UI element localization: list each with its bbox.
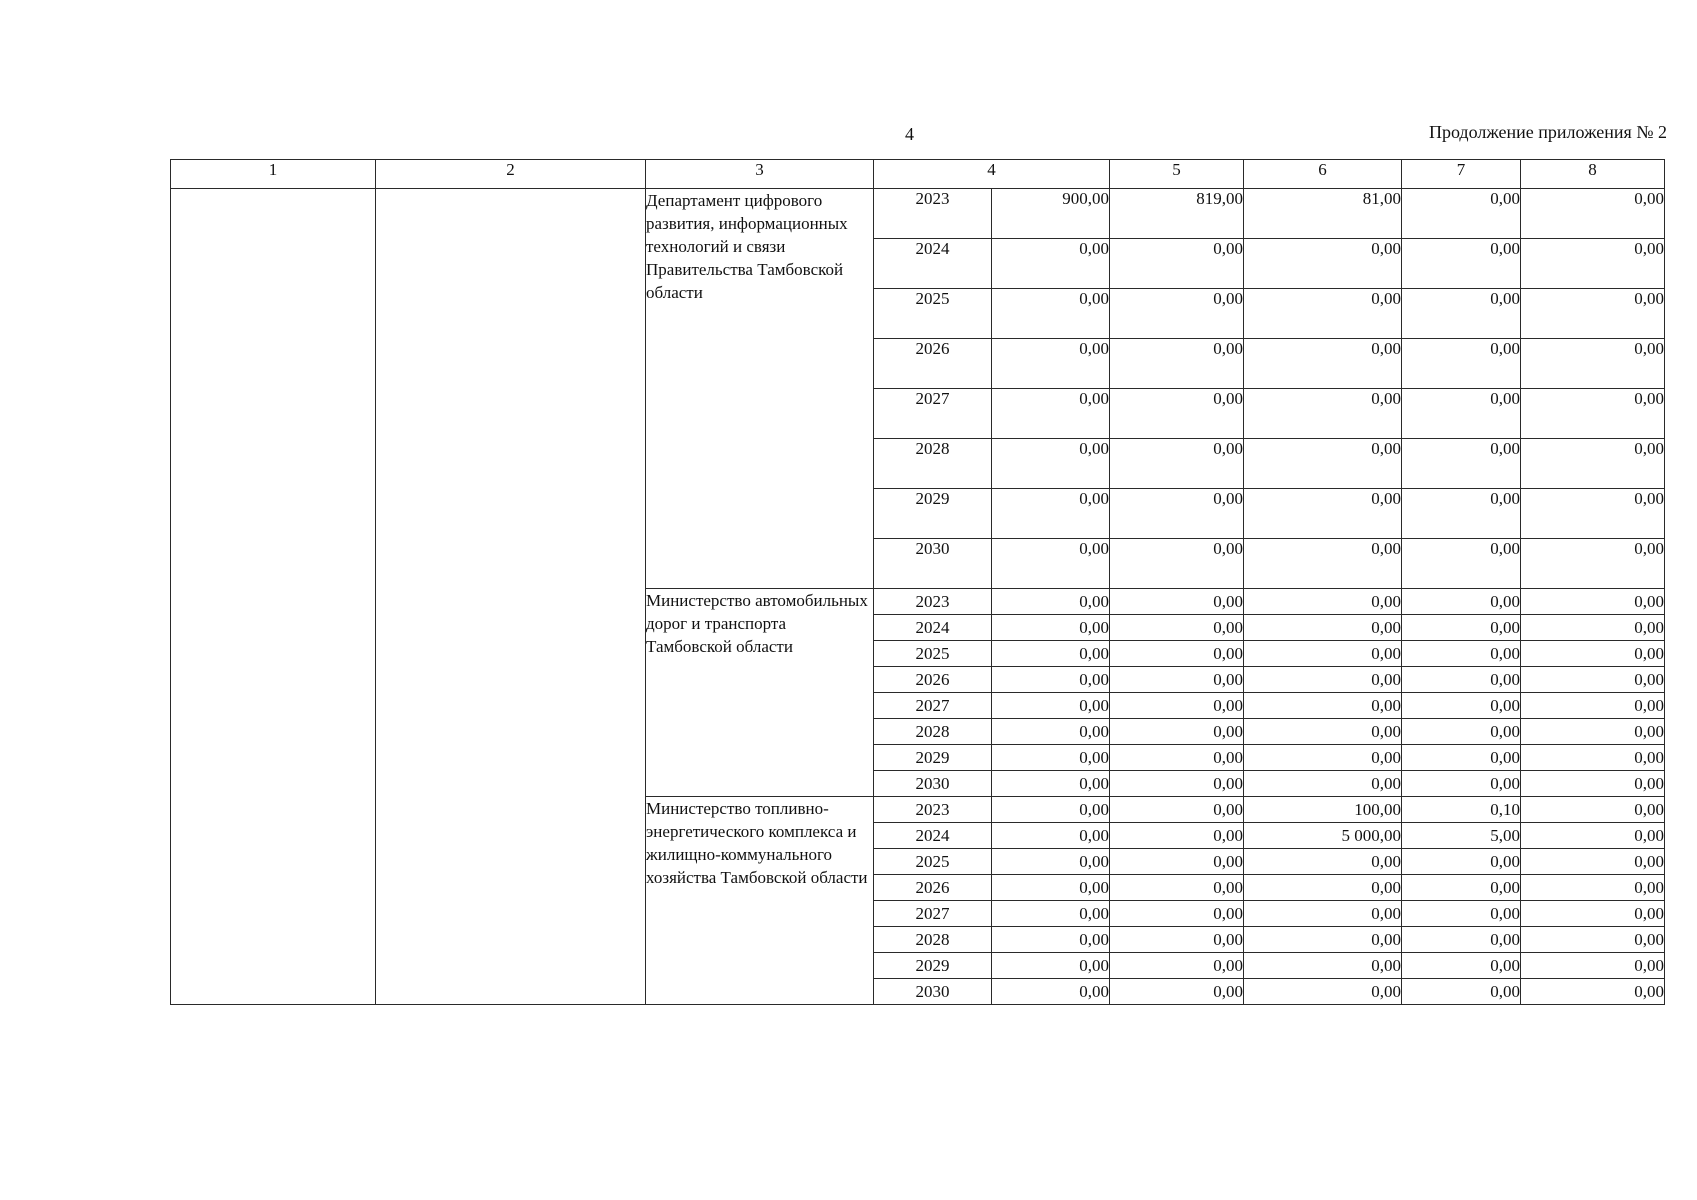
value-col-5: 0,00 bbox=[1110, 901, 1244, 927]
year-cell: 2025 bbox=[874, 289, 992, 339]
value-col-8: 0,00 bbox=[1521, 693, 1665, 719]
value-col-8: 0,00 bbox=[1521, 979, 1665, 1005]
empty-cell-col-1 bbox=[171, 189, 376, 1005]
value-col-6: 0,00 bbox=[1244, 641, 1402, 667]
value-col-5: 0,00 bbox=[1110, 489, 1244, 539]
value-col-8: 0,00 bbox=[1521, 667, 1665, 693]
value-col-4: 0,00 bbox=[992, 901, 1110, 927]
year-cell: 2026 bbox=[874, 339, 992, 389]
value-col-8: 0,00 bbox=[1521, 745, 1665, 771]
value-col-5: 0,00 bbox=[1110, 693, 1244, 719]
value-col-6: 0,00 bbox=[1244, 953, 1402, 979]
value-col-4: 0,00 bbox=[992, 979, 1110, 1005]
header-cell-2: 2 bbox=[376, 160, 646, 189]
value-col-7: 0,00 bbox=[1402, 745, 1521, 771]
value-col-5: 0,00 bbox=[1110, 823, 1244, 849]
empty-cell-col-2 bbox=[376, 189, 646, 1005]
value-col-7: 0,00 bbox=[1402, 875, 1521, 901]
value-col-4: 0,00 bbox=[992, 289, 1110, 339]
value-col-7: 0,00 bbox=[1402, 901, 1521, 927]
value-col-4: 0,00 bbox=[992, 339, 1110, 389]
value-col-4: 0,00 bbox=[992, 849, 1110, 875]
value-col-4: 0,00 bbox=[992, 615, 1110, 641]
value-col-6: 0,00 bbox=[1244, 693, 1402, 719]
value-col-8: 0,00 bbox=[1521, 339, 1665, 389]
value-col-4: 0,00 bbox=[992, 771, 1110, 797]
value-col-4: 0,00 bbox=[992, 797, 1110, 823]
value-col-6: 0,00 bbox=[1244, 875, 1402, 901]
year-cell: 2027 bbox=[874, 693, 992, 719]
year-cell: 2030 bbox=[874, 771, 992, 797]
value-col-6: 0,00 bbox=[1244, 289, 1402, 339]
value-col-7: 0,00 bbox=[1402, 719, 1521, 745]
value-col-8: 0,00 bbox=[1521, 439, 1665, 489]
value-col-8: 0,00 bbox=[1521, 615, 1665, 641]
year-cell: 2025 bbox=[874, 849, 992, 875]
value-col-8: 0,00 bbox=[1521, 927, 1665, 953]
value-col-6: 0,00 bbox=[1244, 439, 1402, 489]
value-col-6: 5 000,00 bbox=[1244, 823, 1402, 849]
value-col-7: 0,00 bbox=[1402, 239, 1521, 289]
value-col-4: 0,00 bbox=[992, 641, 1110, 667]
value-col-7: 0,00 bbox=[1402, 189, 1521, 239]
value-col-8: 0,00 bbox=[1521, 189, 1665, 239]
value-col-5: 819,00 bbox=[1110, 189, 1244, 239]
value-col-5: 0,00 bbox=[1110, 339, 1244, 389]
value-col-5: 0,00 bbox=[1110, 667, 1244, 693]
year-cell: 2030 bbox=[874, 539, 992, 589]
value-col-7: 5,00 bbox=[1402, 823, 1521, 849]
value-col-8: 0,00 bbox=[1521, 901, 1665, 927]
value-col-4: 0,00 bbox=[992, 539, 1110, 589]
value-col-5: 0,00 bbox=[1110, 953, 1244, 979]
year-cell: 2025 bbox=[874, 641, 992, 667]
year-cell: 2024 bbox=[874, 615, 992, 641]
header-cell-3: 3 bbox=[646, 160, 874, 189]
page-number: 4 bbox=[905, 124, 914, 144]
value-col-7: 0,00 bbox=[1402, 489, 1521, 539]
value-col-6: 0,00 bbox=[1244, 389, 1402, 439]
value-col-7: 0,00 bbox=[1402, 615, 1521, 641]
value-col-5: 0,00 bbox=[1110, 615, 1244, 641]
value-col-4: 0,00 bbox=[992, 953, 1110, 979]
value-col-7: 0,00 bbox=[1402, 339, 1521, 389]
value-col-4: 0,00 bbox=[992, 927, 1110, 953]
value-col-7: 0,00 bbox=[1402, 389, 1521, 439]
value-col-4: 0,00 bbox=[992, 239, 1110, 289]
value-col-7: 0,00 bbox=[1402, 667, 1521, 693]
value-col-8: 0,00 bbox=[1521, 641, 1665, 667]
value-col-6: 0,00 bbox=[1244, 745, 1402, 771]
value-col-6: 0,00 bbox=[1244, 615, 1402, 641]
value-col-5: 0,00 bbox=[1110, 849, 1244, 875]
header-cell-4: 4 bbox=[874, 160, 1110, 189]
value-col-7: 0,00 bbox=[1402, 589, 1521, 615]
header-cell-5: 5 bbox=[1110, 160, 1244, 189]
value-col-5: 0,00 bbox=[1110, 875, 1244, 901]
value-col-8: 0,00 bbox=[1521, 289, 1665, 339]
year-cell: 2028 bbox=[874, 439, 992, 489]
value-col-4: 0,00 bbox=[992, 389, 1110, 439]
value-col-7: 0,00 bbox=[1402, 539, 1521, 589]
appendix-label: Продолжение приложения № 2 bbox=[1428, 122, 1667, 142]
value-col-4: 0,00 bbox=[992, 439, 1110, 489]
value-col-6: 0,00 bbox=[1244, 719, 1402, 745]
value-col-5: 0,00 bbox=[1110, 439, 1244, 489]
value-col-5: 0,00 bbox=[1110, 927, 1244, 953]
value-col-4: 0,00 bbox=[992, 719, 1110, 745]
value-col-8: 0,00 bbox=[1521, 539, 1665, 589]
year-cell: 2026 bbox=[874, 875, 992, 901]
value-col-5: 0,00 bbox=[1110, 719, 1244, 745]
value-col-7: 0,00 bbox=[1402, 771, 1521, 797]
value-col-6: 0,00 bbox=[1244, 979, 1402, 1005]
value-col-6: 100,00 bbox=[1244, 797, 1402, 823]
value-col-6: 81,00 bbox=[1244, 189, 1402, 239]
value-col-8: 0,00 bbox=[1521, 589, 1665, 615]
value-col-4: 0,00 bbox=[992, 875, 1110, 901]
budget-table bbox=[170, 159, 1665, 1005]
year-cell: 2028 bbox=[874, 927, 992, 953]
header-row bbox=[171, 160, 1665, 189]
value-col-4: 0,00 bbox=[992, 589, 1110, 615]
year-cell: 2030 bbox=[874, 979, 992, 1005]
value-col-7: 0,00 bbox=[1402, 289, 1521, 339]
value-col-5: 0,00 bbox=[1110, 979, 1244, 1005]
value-col-8: 0,00 bbox=[1521, 489, 1665, 539]
value-col-8: 0,00 bbox=[1521, 849, 1665, 875]
value-col-8: 0,00 bbox=[1521, 239, 1665, 289]
value-col-5: 0,00 bbox=[1110, 239, 1244, 289]
year-cell: 2026 bbox=[874, 667, 992, 693]
table-row bbox=[171, 189, 1665, 239]
year-cell: 2024 bbox=[874, 823, 992, 849]
organization-name: Департамент цифрового развития, информационных технологий и связи Правительства Тамбовской области bbox=[646, 189, 874, 589]
value-col-8: 0,00 bbox=[1521, 389, 1665, 439]
value-col-5: 0,00 bbox=[1110, 389, 1244, 439]
value-col-5: 0,00 bbox=[1110, 797, 1244, 823]
value-col-8: 0,00 bbox=[1521, 771, 1665, 797]
value-col-4: 0,00 bbox=[992, 745, 1110, 771]
header-cell-1: 1 bbox=[171, 160, 376, 189]
year-cell: 2023 bbox=[874, 189, 992, 239]
value-col-4: 0,00 bbox=[992, 489, 1110, 539]
value-col-7: 0,00 bbox=[1402, 849, 1521, 875]
value-col-7: 0,00 bbox=[1402, 927, 1521, 953]
organization-name: Министерство топливно-энергетического комплекса и жилищно-коммунального хозяйства Тамбовской области bbox=[646, 797, 874, 1005]
year-cell: 2024 bbox=[874, 239, 992, 289]
value-col-6: 0,00 bbox=[1244, 901, 1402, 927]
value-col-7: 0,00 bbox=[1402, 979, 1521, 1005]
value-col-5: 0,00 bbox=[1110, 745, 1244, 771]
year-cell: 2029 bbox=[874, 745, 992, 771]
value-col-7: 0,10 bbox=[1402, 797, 1521, 823]
organization-name: Министерство автомобильных дорог и транспорта Тамбовской области bbox=[646, 589, 874, 797]
year-cell: 2027 bbox=[874, 389, 992, 439]
value-col-4: 900,00 bbox=[992, 189, 1110, 239]
year-cell: 2029 bbox=[874, 953, 992, 979]
value-col-7: 0,00 bbox=[1402, 439, 1521, 489]
value-col-7: 0,00 bbox=[1402, 641, 1521, 667]
value-col-4: 0,00 bbox=[992, 693, 1110, 719]
header-cell-8: 8 bbox=[1521, 160, 1665, 189]
value-col-5: 0,00 bbox=[1110, 641, 1244, 667]
value-col-6: 0,00 bbox=[1244, 927, 1402, 953]
year-cell: 2023 bbox=[874, 589, 992, 615]
year-cell: 2023 bbox=[874, 797, 992, 823]
value-col-6: 0,00 bbox=[1244, 239, 1402, 289]
header-cell-6: 6 bbox=[1244, 160, 1402, 189]
value-col-6: 0,00 bbox=[1244, 489, 1402, 539]
value-col-5: 0,00 bbox=[1110, 539, 1244, 589]
header-cell-7: 7 bbox=[1402, 160, 1521, 189]
value-col-4: 0,00 bbox=[992, 667, 1110, 693]
year-cell: 2029 bbox=[874, 489, 992, 539]
value-col-6: 0,00 bbox=[1244, 771, 1402, 797]
value-col-5: 0,00 bbox=[1110, 289, 1244, 339]
value-col-5: 0,00 bbox=[1110, 771, 1244, 797]
value-col-6: 0,00 bbox=[1244, 849, 1402, 875]
value-col-8: 0,00 bbox=[1521, 823, 1665, 849]
value-col-8: 0,00 bbox=[1521, 875, 1665, 901]
year-cell: 2028 bbox=[874, 719, 992, 745]
value-col-4: 0,00 bbox=[992, 823, 1110, 849]
value-col-8: 0,00 bbox=[1521, 953, 1665, 979]
value-col-5: 0,00 bbox=[1110, 589, 1244, 615]
value-col-8: 0,00 bbox=[1521, 797, 1665, 823]
value-col-6: 0,00 bbox=[1244, 339, 1402, 389]
value-col-6: 0,00 bbox=[1244, 667, 1402, 693]
value-col-7: 0,00 bbox=[1402, 693, 1521, 719]
year-cell: 2027 bbox=[874, 901, 992, 927]
value-col-6: 0,00 bbox=[1244, 589, 1402, 615]
value-col-7: 0,00 bbox=[1402, 953, 1521, 979]
value-col-6: 0,00 bbox=[1244, 539, 1402, 589]
value-col-8: 0,00 bbox=[1521, 719, 1665, 745]
